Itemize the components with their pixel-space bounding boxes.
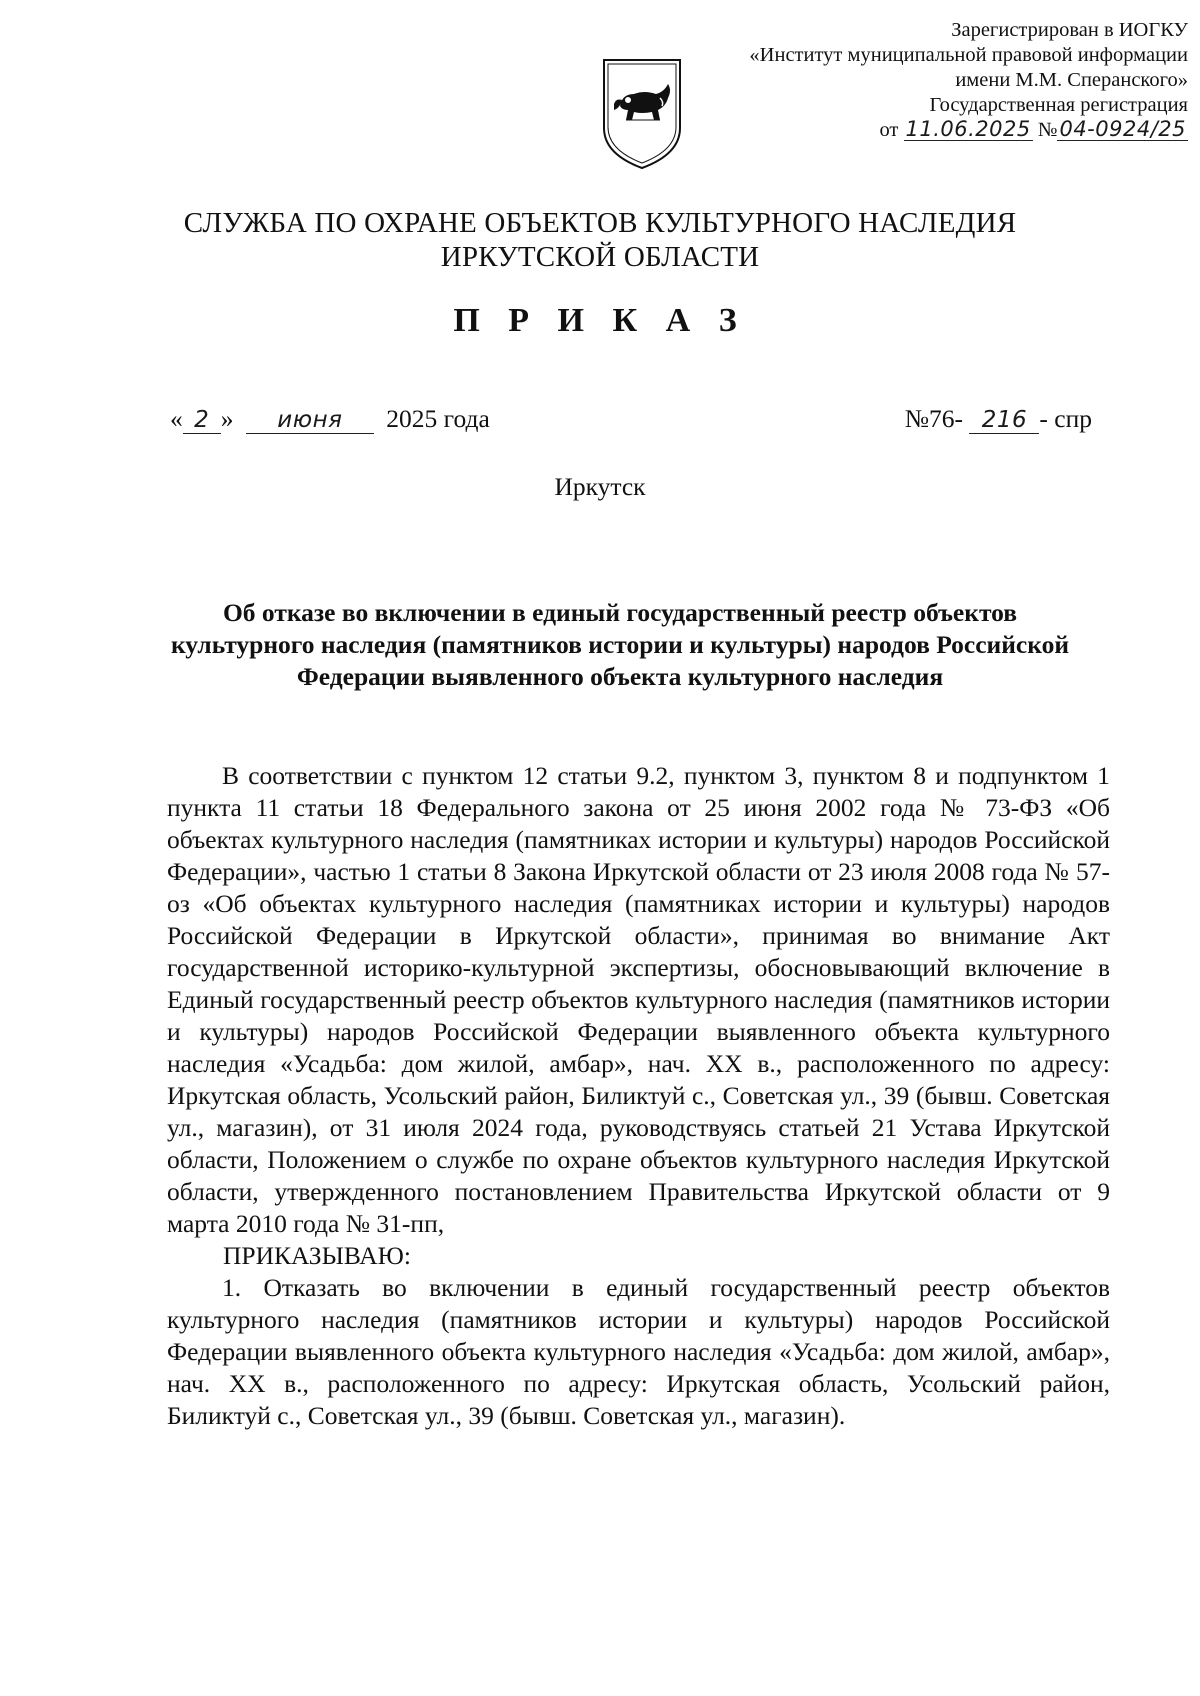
agency-name-line-1: СЛУЖБА ПО ОХРАНЕ ОБЪЕКТОВ КУЛЬТУРНОГО НАСЛЕДИЯ xyxy=(183,207,1017,239)
registration-number-label: № xyxy=(1037,119,1058,141)
order-word: ПРИКАЗЫВАЮ: xyxy=(223,1241,411,1270)
order-item-1: 1. Отказать во включении в единый государственный реестр объектов культурного наследия (памятников истории и культуры) народов Российской Федерации выявленного объекта культурного наследия «Усадьба: дом жилой, амбар», нач. XX в., расположенного по адресу: Иркутская область, Усольский район, Биликтуй с., Советская ул., 39 (бывш. Советская ул., магазин). xyxy=(167,1273,1110,1430)
date-year: 2025 года xyxy=(386,404,490,433)
order-body xyxy=(167,760,1110,1432)
order-subject: Об отказе во включении в единый государственный реестр объектов культурного наследия (памятников истории и культуры) народов Российской Федерации выявленного объекта культурного наследия xyxy=(170,598,1070,691)
agency-name-line-2: ИРКУТСКОЙ ОБЛАСТИ xyxy=(440,241,760,273)
preamble-paragraph: В соответствии с пунктом 12 статьи 9.2, пунктом 3, пунктом 8 и подпунктом 1 пункта 11 статьи 18 Федерального закона от 25 июня 2002 года № 73-ФЗ «Об объектах культурного наследия (памятниках истории и культуры) народов Российской Федерации», частью 1 статьи 8 Закона Иркутской области от 23 июля 2008 года № 57-оз «Об объектах культурного наследия (памятниках истории и культуры) народов Российской Федерации в Иркутской области», принимая во внимание Акт государственной историко-культурной экспертизы, обосновывающий включение в Единый государственный реестр объектов культурного наследия (памятников истории и культуры) народов Российской Федерации выявленного объекта культурного наследия «Усадьба: дом жилой, амбар», нач. XX в., расположенного по адресу: Иркутская область, Усольский район, Биликтуй с., Советская ул., 39 (бывш. Советская ул., магазин), от 31 июля 2024 года, руководствуясь статьей 21 Устава Иркутской области, Положением о службе по охране объектов культурного наследия Иркутской области, утвержденного постановлением Правительства Иркутской области от 9 марта 2010 года № 31-пп, xyxy=(167,761,1110,1238)
registration-line-3: имени М.М. Сперанского» xyxy=(955,69,1188,91)
document-type-title: П Р И К А З xyxy=(453,302,747,339)
order-number-value: 216 xyxy=(969,406,1039,434)
agency-name xyxy=(0,206,1200,274)
registration-stamp xyxy=(628,18,1188,143)
order-number xyxy=(905,404,1092,434)
order-date xyxy=(170,404,490,434)
registration-from-label: от xyxy=(879,119,899,141)
registration-line-2: «Институт муниципальной правовой информации xyxy=(749,44,1188,66)
registration-date: 11.06.2025 xyxy=(905,117,1031,141)
date-open-quote: « xyxy=(170,404,183,433)
registration-line-4: Государственная регистрация xyxy=(929,94,1188,116)
order-number-prefix: №76- xyxy=(904,404,964,433)
date-close-quote: » xyxy=(220,404,234,433)
registration-line-1: Зарегистрирован в ИОГКУ xyxy=(951,19,1188,41)
registration-number: 04-0924/25 xyxy=(1059,117,1186,141)
registration-line-5 xyxy=(628,118,1188,143)
date-month: июня xyxy=(246,406,374,434)
date-day: 2 xyxy=(183,406,221,434)
irkutsk-coat-of-arms-icon xyxy=(598,54,686,172)
city: Иркутск xyxy=(554,472,646,501)
order-number-suffix: - спр xyxy=(1039,404,1092,433)
